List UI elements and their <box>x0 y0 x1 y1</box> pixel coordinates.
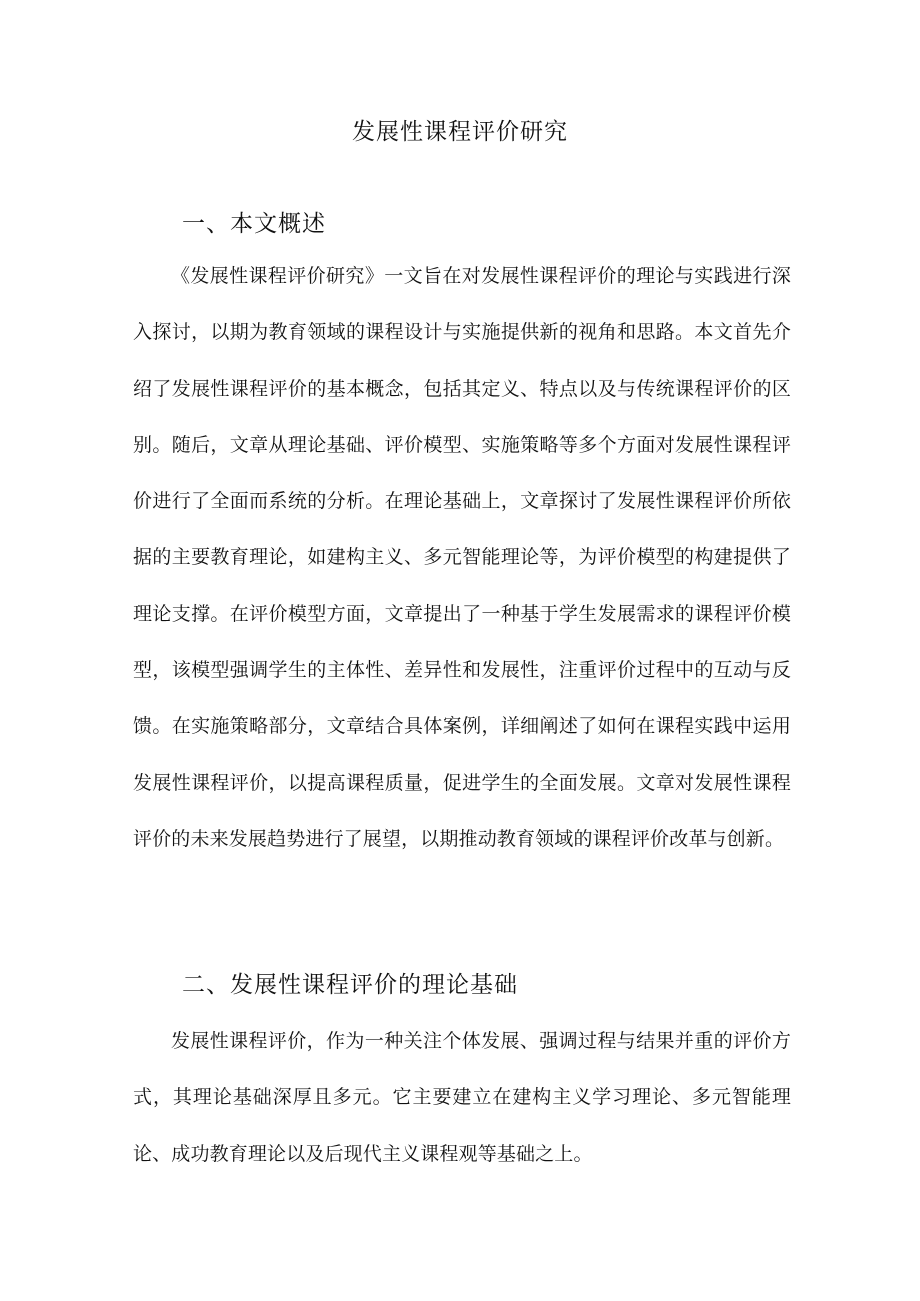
section-heading-theory: 二、发展性课程评价的理论基础 <box>182 972 518 998</box>
document-title: 发展性课程评价研究 <box>352 119 568 145</box>
section-paragraph-theory: 发展性课程评价，作为一种关注个体发展、强调过程与结果并重的评价方式，其理论基础深厚且多元。它主要建立在建构主义学习理论、多元智能理论、成功教育理论以及后现代主义课程观等基础之上。 <box>133 1030 791 1165</box>
section-heading-overview: 一、本文概述 <box>182 211 326 237</box>
section-paragraph-overview: 《发展性课程评价研究》一文旨在对发展性课程评价的理论与实践进行深入探讨，以期为教育领域的课程设计与实施提供新的视角和思路。本文首先介绍了发展性课程评价的基本概念，包括其定义、特点以及与传统课程评价的区别。随后，文章从理论基础、评价模型、实施策略等多个方面对发展性课程评价进行了全面而系统的分析。在理论基础上，文章探讨了发展性课程评价所依据的主要教育理论，如建构主义、多元智能理论等，为评价模型的构建提供了理论支撑。在评价模型方面，文章提出了一种基于学生发展需求的课程评价模型，该模型强调学生的主体性、差异性和发展性，注重评价过程中的互动与反馈。在实施策略部分，文章结合具体案例，详细阐述了如何在课程实践中运用发展性课程评价，以提高课程质量，促进学生的全面发展。文章对发展性课程评价的未来发展趋势进行了展望，以期推动教育领域的课程评价改革与创新。 <box>133 265 791 850</box>
